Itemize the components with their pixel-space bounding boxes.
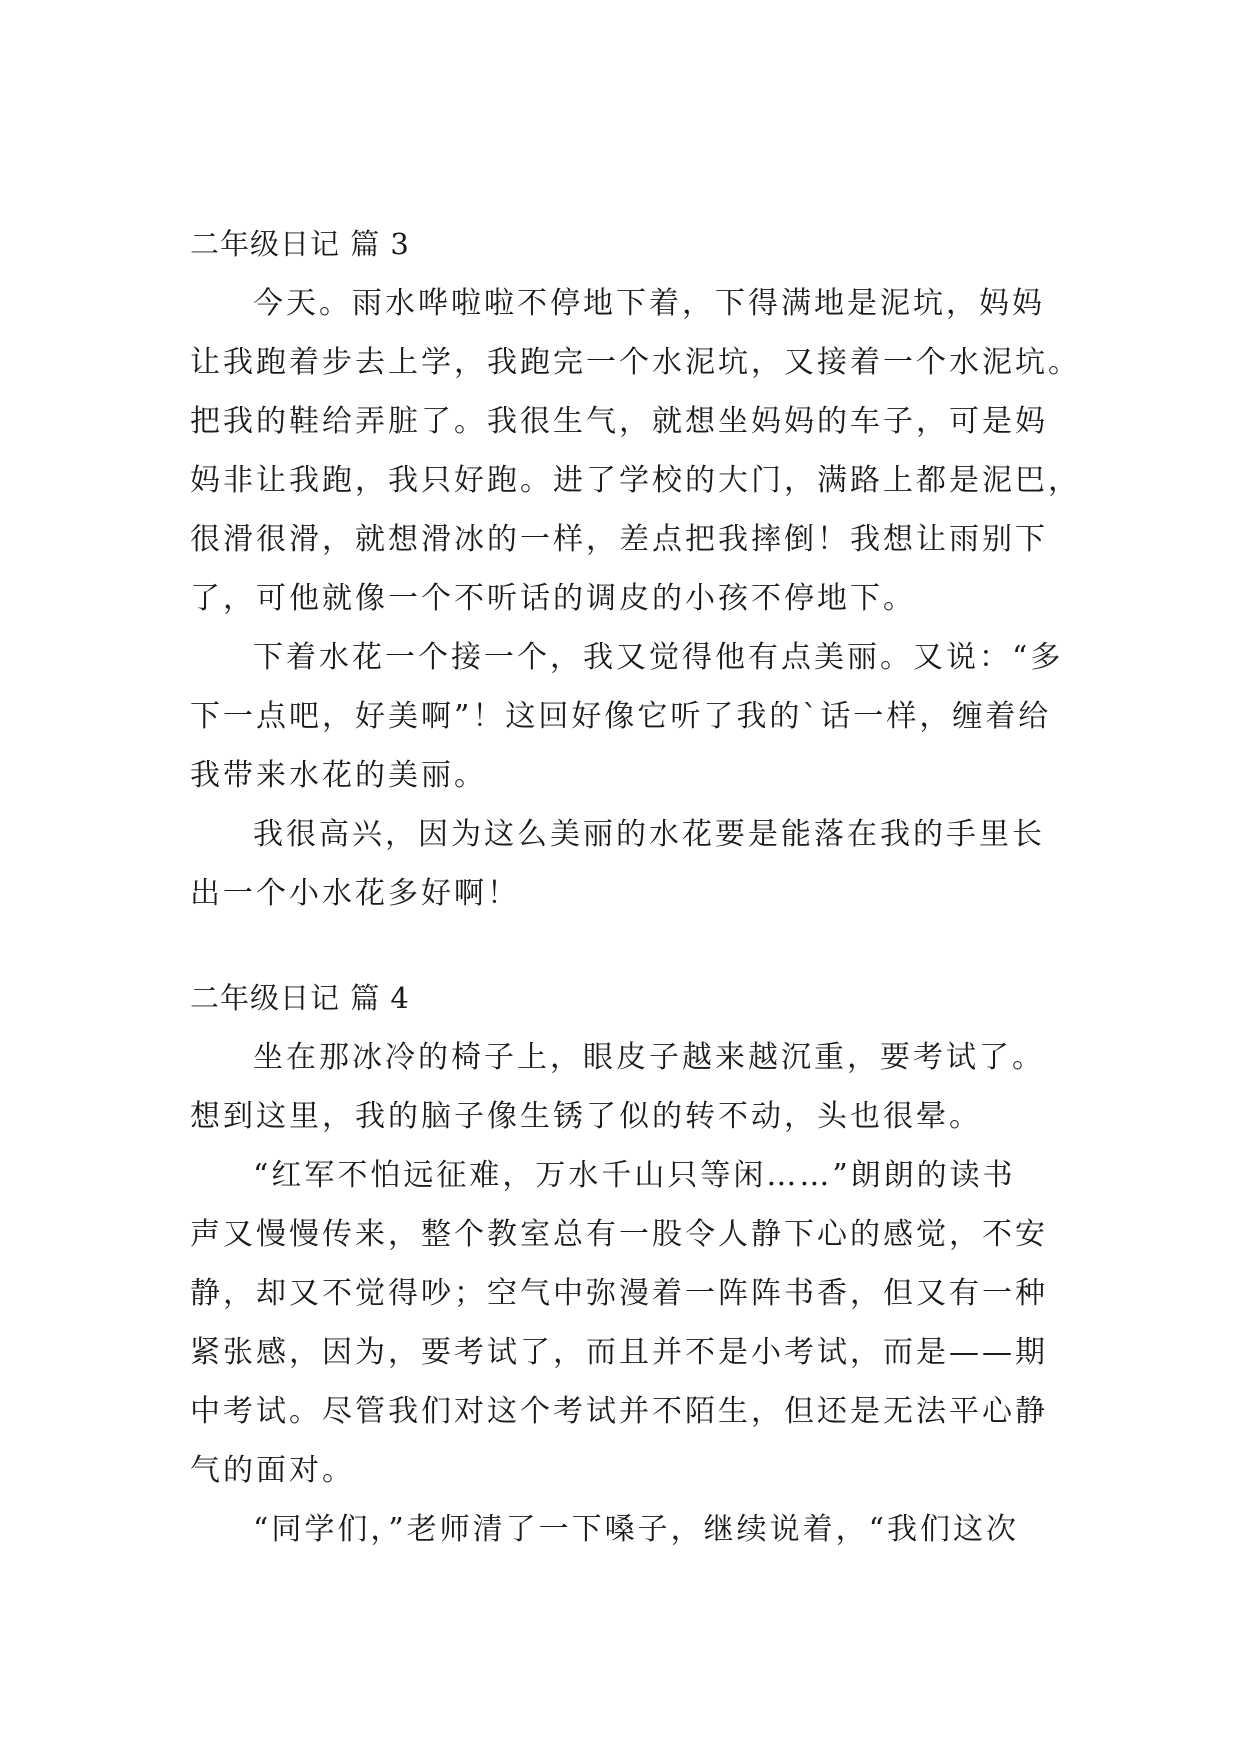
entry-3-line: 让我跑着步去上学，我跑完一个水泥坑，又接着一个水泥坑。 xyxy=(190,345,1081,380)
entry-4-line: 声又慢慢传来，整个教室总有一股令人静下心的感觉，不安 xyxy=(190,1217,1048,1252)
entry-4-line: 中考试。尽管我们对这个考试并不陌生，但还是无法平心静 xyxy=(190,1394,1048,1429)
entry-3-line: 下一点吧，好美啊”！这回好像它听了我的`话一样，缠着给 xyxy=(190,699,1052,734)
entry-3-line: 我带来水花的美丽。 xyxy=(190,758,487,793)
entry-4-line: 想到这里，我的脑子像生锈了似的转不动，头也很晕。 xyxy=(190,1099,982,1134)
entry-3-line: 把我的鞋给弄脏了。我很生气，就想坐妈妈的车子，可是妈 xyxy=(190,404,1048,439)
entry-3-line: 妈非让我跑，我只好跑。进了学校的大门，满路上都是泥巴， xyxy=(190,463,1081,498)
entry-4-line: 紧张感，因为，要考试了，而且并不是小考试，而是——期 xyxy=(190,1335,1048,1370)
entry-4-line: 气的面对。 xyxy=(190,1453,355,1488)
entry-3-line: 我很高兴，因为这么美丽的水花要是能落在我的手里长 xyxy=(253,817,1045,852)
entry-3-line: 了，可他就像一个不听话的调皮的小孩不停地下。 xyxy=(190,581,916,616)
entry-4-line: “红军不怕远征难，万水千山只等闲……”朗朗的读书 xyxy=(253,1158,1016,1193)
entry-3-line: 下着水花一个接一个，我又觉得他有点美丽。又说：“多 xyxy=(253,640,1064,675)
entry-4-heading: 二年级日记 篇 4 xyxy=(190,981,410,1015)
entry-4-line: 坐在那冰冷的椅子上，眼皮子越来越沉重，要考试了。 xyxy=(253,1040,1045,1075)
entry-3-line: 出一个小水花多好啊！ xyxy=(190,876,520,911)
entry-4-line: 静，却又不觉得吵；空气中弥漫着一阵阵书香，但又有一种 xyxy=(190,1276,1048,1311)
entry-3-line: 很滑很滑，就想滑冰的一样，差点把我摔倒！我想让雨别下 xyxy=(190,522,1048,557)
entry-3-line: 今天。雨水哗啦啦不停地下着，下得满地是泥坑，妈妈 xyxy=(253,286,1045,321)
entry-4-line: “同学们，”老师清了一下嗓子，继续说着，“我们这次 xyxy=(253,1512,1020,1547)
entry-3-heading: 二年级日记 篇 3 xyxy=(190,227,410,261)
